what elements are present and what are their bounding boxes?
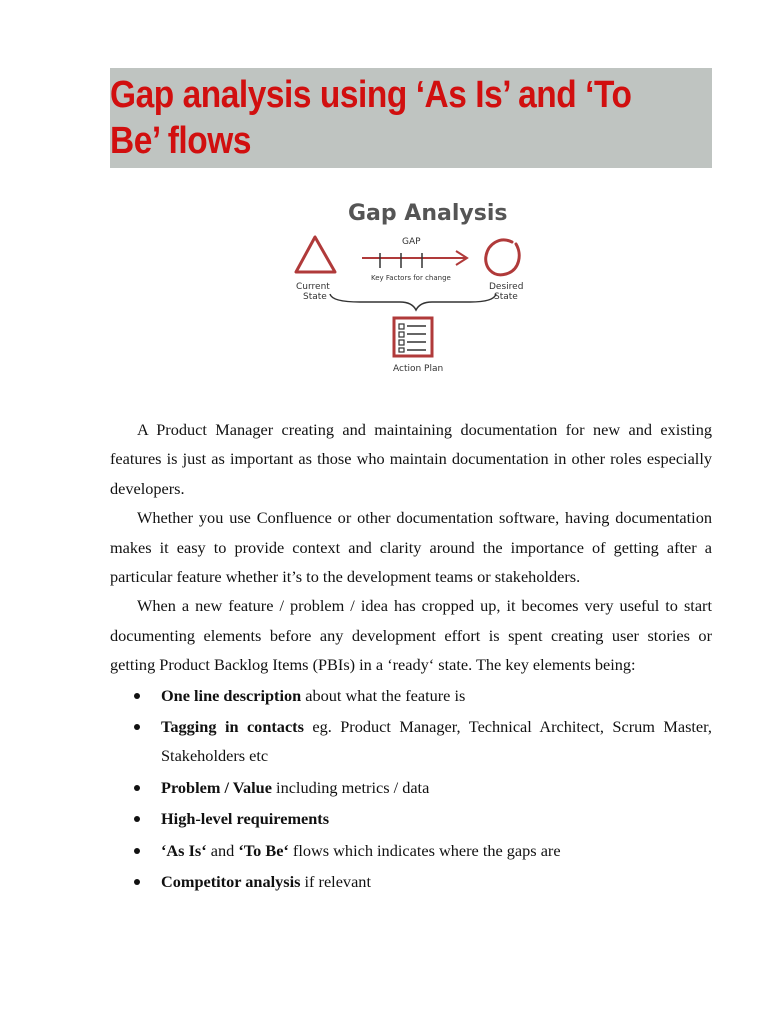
- action-plan-icon: [394, 318, 432, 356]
- list-item-text: about what the feature is: [301, 685, 466, 705]
- bullet-icon: [134, 848, 140, 854]
- list-item-bold: Tagging in contacts: [161, 717, 304, 737]
- title-line-1: Gap analysis using ‘As Is’ and ‘To: [110, 74, 632, 116]
- gap-label: GAP: [402, 237, 421, 247]
- list-item: [110, 804, 712, 833]
- paragraph-1: A Product Manager creating and maintaining documentation for new and existing features is just as important as those who maintain documentation in other roles especially developers.: [110, 420, 712, 498]
- list-item-text: if relevant: [300, 872, 371, 892]
- bullet-icon: [134, 724, 140, 730]
- page-title: [110, 72, 640, 164]
- list-item: [110, 712, 712, 771]
- current-state-label-1: Current: [296, 282, 330, 292]
- list-item: [110, 773, 712, 802]
- list-item-bold: Problem / Value: [161, 777, 272, 797]
- key-factors-label: Key Factors for change: [371, 274, 451, 282]
- desired-state-label-2: State: [494, 292, 518, 302]
- current-state-label-2: State: [303, 292, 327, 302]
- action-plan-label: Action Plan: [393, 364, 444, 374]
- document-body: [110, 415, 712, 899]
- key-elements-list: [110, 681, 712, 897]
- list-item-text: eg. Product Manager, Technical Architect, Scrum Master, Stakeholders etc: [161, 717, 712, 766]
- list-item-bold-2: ‘To Be‘: [238, 840, 289, 860]
- diagram-heading: Gap Analysis: [348, 201, 508, 226]
- brace-icon: [330, 294, 496, 310]
- list-item-bold: Competitor analysis: [161, 872, 301, 892]
- list-item-text: including metrics / data: [271, 777, 430, 797]
- title-line-2: Be’ flows: [110, 120, 251, 162]
- desired-state-label-1: Desired: [489, 282, 524, 292]
- list-item: [110, 681, 712, 710]
- list-item: [110, 867, 712, 896]
- current-state-triangle-icon: [296, 237, 335, 272]
- paragraph-3: When a new feature / problem / idea has cropped up, it becomes very useful to start documenting elements before any development effort is spent creating user stories or getting Product Backlog Items (PBIs) in a ‘ready‘ state. The key elements being:: [110, 596, 712, 675]
- bullet-icon: [134, 693, 140, 699]
- gap-analysis-diagram: [280, 190, 540, 380]
- bullet-icon: [134, 816, 140, 822]
- list-item-connector: and: [206, 840, 239, 860]
- list-item-bold: One line description: [161, 685, 302, 705]
- bullet-icon: [134, 785, 140, 791]
- list-item-bold: High-level requirements: [161, 809, 330, 829]
- desired-state-circle-icon: [486, 240, 519, 275]
- list-item-text: flows which indicates where the gaps are: [288, 840, 561, 860]
- list-item-bold: ‘As Is‘: [161, 840, 207, 860]
- paragraph-2: Whether you use Confluence or other documentation software, having documentation makes it easy to provide context and clarity around the importance of getting after a particular feature whether it’s to the development teams or stakeholders.: [110, 508, 712, 587]
- list-item: [110, 836, 712, 865]
- bullet-icon: [134, 879, 140, 885]
